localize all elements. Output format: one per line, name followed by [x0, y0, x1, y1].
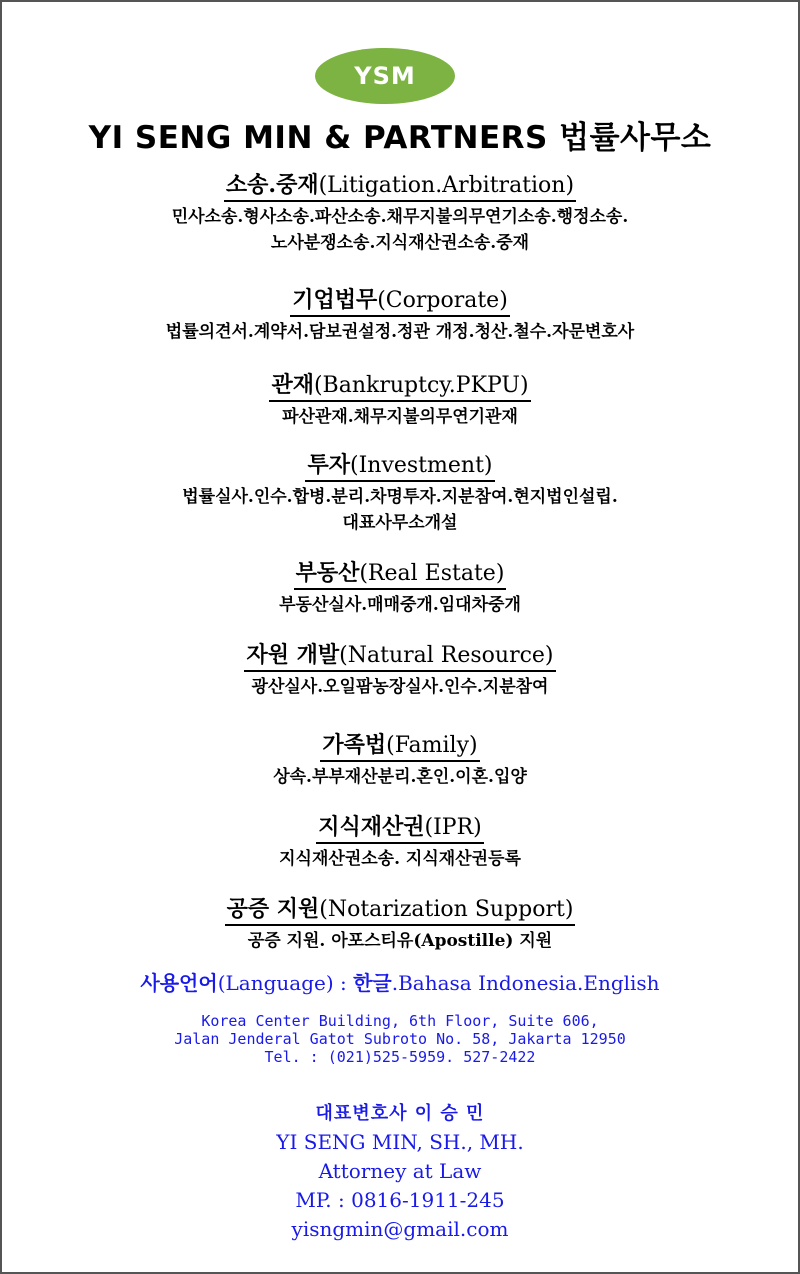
section-heading	[294, 560, 507, 590]
heading-en: (Investment)	[350, 453, 493, 478]
language-ko-label: 사용언어	[140, 971, 218, 995]
heading-ko: 관재	[271, 372, 314, 398]
section-heading	[225, 896, 576, 926]
section-notarization	[2, 896, 798, 954]
heading-en: (Litigation.Arbitration)	[318, 173, 575, 198]
section-family	[2, 732, 798, 790]
language-en-label: (Language) :	[217, 971, 354, 995]
contact-block	[2, 1099, 798, 1244]
heading-ko: 자원 개발	[246, 642, 340, 668]
representative-name: YI SENG MIN, SH., MH.	[276, 1130, 524, 1154]
heading-ko: 소송.중재	[225, 172, 319, 198]
heading-en: (Family)	[386, 733, 478, 758]
heading-ko: 기업법무	[292, 287, 378, 313]
heading-en: (Natural Resource)	[339, 643, 554, 668]
mobile-number: MP. : 0816-1911-245	[295, 1188, 505, 1212]
phone-line: Tel. : (021)525-5959. 527-2422	[264, 1048, 536, 1066]
section-heading	[290, 287, 510, 317]
section-detail: 노사분쟁소송.지식재산권소송.중재	[270, 233, 530, 253]
section-detail: 민사소송.형사소송.파산소송.채무지불의무연기소송.행정소송.	[171, 207, 629, 227]
logo-text: YSM	[354, 62, 416, 90]
section-detail: 상속.부부재산분리.혼인.이혼.입양	[273, 767, 527, 787]
heading-ko: 가족법	[322, 732, 387, 758]
ysm-logo	[315, 48, 455, 104]
section-litigation	[2, 172, 798, 256]
section-detail: 법률의견서.계약서.담보권설정.정관 개정.청산.철수.자문변호사	[165, 322, 635, 342]
representative-role: Attorney at Law	[318, 1159, 482, 1183]
section-natural-resource	[2, 642, 798, 700]
heading-ko: 지식재산권	[318, 814, 425, 840]
section-detail: 파산관재.채무지불의무연기관재	[282, 407, 518, 427]
address-block	[2, 1012, 798, 1066]
heading-en: (Notarization Support)	[319, 897, 574, 922]
address-line: Korea Center Building, 6th Floor, Suite 606,	[201, 1012, 599, 1030]
section-corporate	[2, 287, 798, 345]
firm-name: YI SENG MIN & PARTNERS 법률사무소	[88, 120, 712, 156]
heading-en: (IPR)	[424, 815, 482, 840]
heading-ko: 공증 지원	[226, 896, 320, 922]
heading-en: (Corporate)	[377, 288, 508, 313]
language-rest: .Bahasa Indonesia.English	[391, 971, 660, 995]
section-bankruptcy	[2, 372, 798, 430]
heading-en: (Bankruptcy.PKPU)	[313, 373, 529, 398]
address-line: Jalan Jenderal Gatot Subroto No. 58, Jakarta 12950	[174, 1030, 626, 1048]
section-heading	[269, 372, 530, 402]
section-heading	[224, 172, 576, 202]
language-line	[2, 967, 798, 996]
section-heading	[320, 732, 479, 762]
section-ipr	[2, 814, 798, 872]
section-heading	[316, 814, 484, 844]
section-heading	[305, 452, 494, 482]
heading-ko: 투자	[307, 452, 350, 478]
language-ko-value: 한글	[353, 971, 392, 995]
section-detail: 광산실사.오일팜농장실사.인수.지분참여	[251, 677, 549, 697]
heading-ko: 부동산	[295, 560, 360, 586]
section-detail: 부동산실사.매매중개.임대차중개	[279, 595, 521, 615]
section-detail: 대표사무소개설	[342, 513, 458, 533]
section-real-estate	[2, 560, 798, 618]
heading-en: (Real Estate)	[359, 561, 505, 586]
email-address: yisngmin@gmail.com	[291, 1217, 509, 1241]
representative-title: 대표변호사 이 승 민	[315, 1103, 485, 1124]
section-detail: 지식재산권소송. 지식재산권등록	[279, 849, 521, 869]
section-detail: 공증 지원. 아포스티유(Apostille) 지원	[247, 931, 553, 951]
section-heading	[244, 642, 555, 672]
section-detail: 법률실사.인수.합병.분리.차명투자.지분참여.현지법인설립.	[182, 487, 618, 507]
section-investment	[2, 452, 798, 536]
